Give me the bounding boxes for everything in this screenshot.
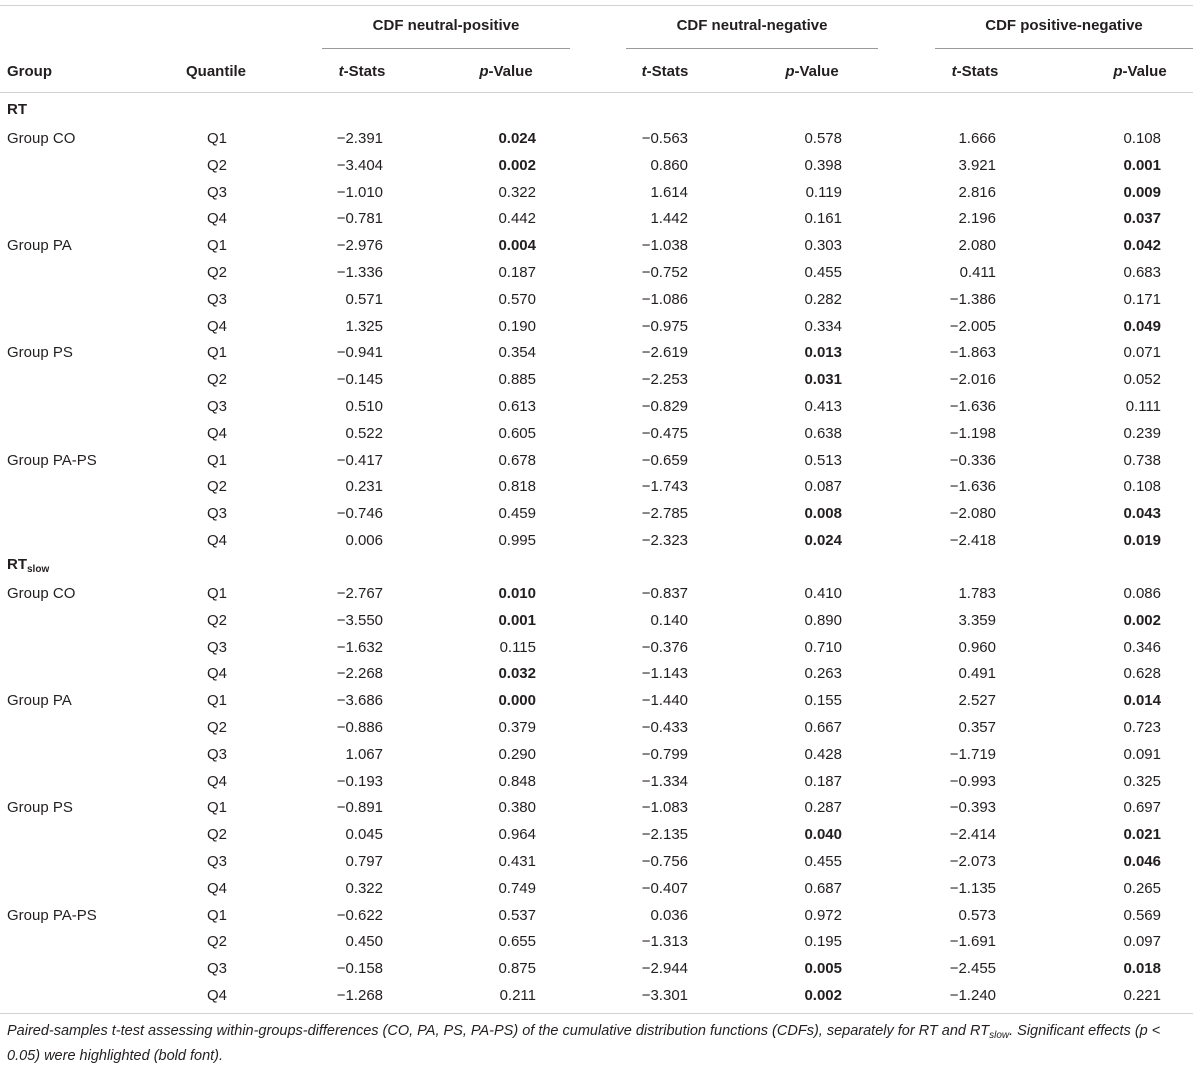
t-stat-cell: −0.752 [641,264,688,281]
t-stat-cell: −0.475 [641,424,688,442]
t-stat-cell: −2.455 [949,960,996,978]
group-name: Group PA-PS [7,451,97,469]
t-stat-cell: 2.196 [958,210,996,228]
p-value-cell: 0.605 [498,424,536,442]
t-stat-cell: −0.376 [641,638,688,656]
t-stat-cell: −2.619 [641,344,688,362]
p-value-cell: 0.413 [804,398,842,415]
comparison-underline-2 [626,48,878,49]
t-stat-cell: 0.522 [345,424,383,442]
p-value-cell: 0.004 [498,237,536,255]
quantile-cell: Q3 [207,505,228,523]
p-value-cell: 0.119 [805,183,842,201]
quantile-cell: Q3 [207,745,228,763]
t-stat-cell: −3.301 [641,987,688,1004]
p-value-cell: 0.613 [498,398,536,415]
p-value-cell: 0.885 [498,371,536,389]
t-stat-cell: −0.393 [949,799,996,817]
t-stat-cell: −0.563 [641,130,688,147]
quantile-cell: Q4 [207,772,228,790]
group-name: Group PS [7,799,73,817]
p-value-cell: 0.040 [804,826,842,844]
quantile-cell: Q4 [207,987,228,1004]
quantile-cell: Q4 [207,879,228,897]
group-name: Group CO [7,585,76,602]
group-name: Group PA-PS [7,906,97,924]
t-stat-cell: 1.666 [958,130,996,147]
quantile-cell: Q4 [207,424,228,442]
p-value-cell: 0.570 [498,290,536,308]
t-stat-cell: 2.527 [958,692,996,710]
t-stat-cell: −0.886 [336,719,383,736]
t-stat-cell: 0.357 [958,719,996,736]
t-stat-cell: −2.418 [949,532,996,549]
column-header-quantile: Quantile [186,63,247,80]
quantile-cell: Q3 [207,638,228,656]
p-value-cell: 0.032 [498,665,536,683]
quantile-cell: Q2 [207,264,228,281]
p-value-cell: 0.115 [499,638,536,656]
p-value-cell: 0.537 [498,906,536,924]
comparison-header-neutral-negative: CDF neutral-negative [676,17,828,34]
column-header-p-value: p-Value [785,63,839,80]
t-stat-cell: −1.440 [641,692,688,710]
p-value-cell: 0.187 [804,772,842,790]
quantile-cell: Q1 [207,237,228,255]
t-stat-cell: −1.636 [949,398,996,415]
p-value-cell: 0.161 [804,210,842,228]
p-value-cell: 0.000 [498,692,536,710]
t-stat-cell: −1.010 [336,183,383,201]
t-stat-cell: −2.414 [949,826,996,844]
quantile-cell: Q2 [207,611,228,629]
p-value-cell: 0.187 [498,264,536,281]
p-value-cell: 0.628 [1123,665,1161,683]
quantile-cell: Q1 [207,692,228,710]
p-value-cell: 0.111 [1125,398,1161,415]
p-value-cell: 0.683 [1123,264,1161,281]
p-value-cell: 0.303 [804,237,842,255]
t-stat-cell: −1.038 [641,237,688,255]
t-stat-cell: 1.325 [345,317,383,335]
t-stat-cell: −2.767 [336,585,383,602]
p-value-cell: 0.195 [804,933,842,951]
t-stat-cell: −0.756 [641,853,688,870]
t-stat-cell: −2.268 [336,665,383,683]
t-stat-cell: −1.083 [641,799,688,817]
p-value-cell: 0.021 [1123,826,1161,844]
t-stat-cell: −0.158 [336,960,383,978]
t-stat-cell: −0.336 [949,451,996,469]
p-value-cell: 0.354 [498,344,536,362]
p-value-cell: 0.638 [804,424,842,442]
t-stat-cell: 0.960 [958,638,996,656]
p-value-cell: 0.569 [1123,906,1161,924]
quantile-cell: Q3 [207,290,228,308]
t-stat-cell: −0.993 [949,772,996,790]
t-stat-cell: −2.005 [949,317,996,335]
quantile-cell: Q4 [207,210,228,228]
p-value-cell: 0.001 [498,611,536,629]
t-stat-cell: 2.816 [958,183,996,201]
p-value-cell: 0.024 [498,130,536,147]
p-value-cell: 0.995 [498,532,536,549]
t-stat-cell: 0.322 [345,879,383,897]
p-value-cell: 0.171 [1123,290,1161,308]
t-stat-cell: 0.231 [345,478,383,496]
p-value-cell: 0.042 [1123,237,1161,255]
p-value-cell: 0.818 [498,478,536,496]
t-stat-cell: 0.860 [650,156,688,174]
quantile-cell: Q2 [207,826,228,844]
t-stat-cell: −1.198 [949,424,996,442]
quantile-cell: Q4 [207,665,228,683]
p-value-cell: 0.710 [804,638,842,656]
comparison-underline-3 [935,48,1193,49]
t-stat-cell: −1.719 [949,745,996,763]
t-stat-cell: 0.006 [345,532,383,549]
p-value-cell: 0.875 [498,960,536,978]
quantile-cell: Q4 [207,317,228,335]
p-value-cell: 0.009 [1123,183,1161,201]
p-value-cell: 0.972 [804,906,842,924]
quantile-cell: Q2 [207,933,228,951]
p-value-cell: 0.043 [1123,505,1161,523]
t-stat-cell: 0.140 [650,611,688,629]
t-stat-cell: −0.941 [336,344,383,362]
t-stat-cell: −0.746 [336,505,383,523]
t-stat-cell: −2.785 [641,505,688,523]
t-stat-cell: −1.086 [641,290,688,308]
t-stat-cell: 0.036 [650,906,688,924]
t-stat-cell: −1.743 [641,478,688,496]
p-value-cell: 0.455 [804,853,842,870]
column-header-t-stats: t-Stats [641,63,689,80]
t-stat-cell: −0.659 [641,451,688,469]
p-value-cell: 0.578 [804,130,842,147]
p-value-cell: 0.097 [1123,933,1161,951]
column-header-group: Group [7,63,52,80]
t-stat-cell: −0.622 [336,906,383,924]
p-value-cell: 0.046 [1123,853,1161,870]
t-stat-cell: −1.336 [336,264,383,281]
quantile-cell: Q3 [207,183,228,201]
p-value-cell: 0.091 [1123,745,1161,763]
t-stat-cell: −1.240 [949,987,996,1004]
quantile-cell: Q1 [207,799,228,817]
group-name: Group PS [7,344,73,362]
t-stat-cell: −0.799 [641,745,688,763]
p-value-cell: 0.031 [804,371,842,389]
quantile-cell: Q1 [207,130,228,147]
p-value-cell: 0.379 [498,719,536,736]
t-stat-cell: −1.386 [949,290,996,308]
p-value-cell: 0.290 [498,745,536,763]
t-stat-cell: 0.571 [345,290,383,308]
quantile-cell: Q3 [207,853,228,870]
p-value-cell: 0.287 [804,799,842,817]
t-stat-cell: −0.193 [336,772,383,790]
p-value-cell: 0.013 [804,344,842,362]
t-stat-cell: 0.411 [959,264,996,281]
p-value-cell: 0.442 [498,210,536,228]
t-stat-cell: 2.080 [958,237,996,255]
t-stat-cell: 0.491 [958,665,996,683]
t-stat-cell: −0.417 [336,451,383,469]
table-caption: Paired-samples t-test assessing within-groups-differences (CO, PA, PS, PA-PS) of the cumulative distribution functions (CDFs), separately for RT and $RT_{slow}$. Significant effects (p < 0.05) were highlighted (bold font). [7,1023,1161,1064]
t-stat-cell: 3.921 [958,156,996,174]
p-value-cell: 0.052 [1123,371,1161,389]
t-stat-cell: −3.550 [336,611,383,629]
p-value-cell: 0.346 [1123,638,1161,656]
t-stat-cell: 1.614 [650,183,688,201]
t-stat-cell: −1.268 [336,987,383,1004]
t-stat-cell: −1.334 [641,772,688,790]
quantile-cell: Q3 [207,398,228,415]
quantile-cell: Q4 [207,532,228,549]
quantile-cell: Q2 [207,371,228,389]
p-value-cell: 0.723 [1123,719,1161,736]
p-value-cell: 0.655 [498,933,536,951]
quantile-cell: Q1 [207,344,228,362]
t-stat-cell: −2.323 [641,532,688,549]
p-value-cell: 0.964 [498,826,536,844]
p-value-cell: 0.014 [1123,692,1161,710]
quantile-cell: Q2 [207,719,228,736]
t-stat-cell: 0.573 [958,906,996,924]
p-value-cell: 0.263 [804,665,842,683]
p-value-cell: 0.005 [804,960,842,978]
table-bottom-rule [0,1013,1193,1014]
column-header-p-value: p-Value [1113,63,1167,80]
p-value-cell: 0.455 [804,264,842,281]
t-stat-cell: −1.691 [949,933,996,951]
t-stat-cell: −2.080 [949,505,996,523]
p-value-cell: 0.037 [1123,210,1161,228]
t-stat-cell: −0.891 [336,799,383,817]
t-stat-cell: −1.143 [641,665,688,683]
p-value-cell: 0.024 [804,532,842,549]
t-stat-cell: 1.783 [958,585,996,602]
p-value-cell: 0.211 [499,987,536,1004]
p-value-cell: 0.108 [1123,130,1161,147]
p-value-cell: 0.738 [1123,451,1161,469]
t-stat-cell: −3.686 [336,692,383,710]
t-stat-cell: 0.450 [345,933,383,951]
p-value-cell: 0.749 [498,879,536,897]
section-label: $RT_{slow}$ [7,556,50,575]
t-stat-cell: −3.404 [336,156,383,174]
quantile-cell: Q2 [207,478,228,496]
t-stat-cell: 1.067 [345,745,383,763]
p-value-cell: 0.282 [804,290,842,308]
p-value-cell: 0.155 [804,692,842,710]
t-stat-cell: 3.359 [958,611,996,629]
t-stat-cell: −2.135 [641,826,688,844]
t-stat-cell: −2.253 [641,371,688,389]
p-value-cell: 0.265 [1123,879,1161,897]
t-stat-cell: 0.797 [345,853,383,870]
p-value-cell: 0.239 [1123,424,1161,442]
t-stat-cell: −0.433 [641,719,688,736]
p-value-cell: 0.190 [498,317,536,335]
t-stat-cell: −2.391 [336,130,383,147]
quantile-cell: Q1 [207,906,228,924]
p-value-cell: 0.334 [804,317,842,335]
p-value-cell: 0.108 [1123,478,1161,496]
group-name: Group PA [7,237,72,255]
p-value-cell: 0.431 [498,853,536,870]
p-value-cell: 0.697 [1123,799,1161,817]
p-value-cell: 0.019 [1123,532,1161,549]
t-stat-cell: −2.073 [949,853,996,870]
t-stat-cell: −1.313 [641,933,688,951]
p-value-cell: 0.398 [804,156,842,174]
t-stat-cell: −0.145 [336,371,383,389]
p-value-cell: 0.325 [1123,772,1161,790]
t-stat-cell: −1.863 [949,344,996,362]
p-value-cell: 0.667 [804,719,842,736]
p-value-cell: 0.410 [804,585,842,602]
quantile-cell: Q1 [207,451,228,469]
column-header-t-stats: t-Stats [338,63,386,80]
t-stat-cell: −0.781 [336,210,383,228]
p-value-cell: 0.002 [498,156,536,174]
quantile-cell: Q3 [207,960,228,978]
t-stat-cell: −2.976 [336,237,383,255]
comparison-header-neutral-positive: CDF neutral-positive [372,17,520,34]
p-value-cell: 0.002 [804,987,842,1004]
p-value-cell: 0.002 [1123,611,1161,629]
p-value-cell: 0.380 [498,799,536,817]
quantile-cell: Q1 [207,585,228,602]
t-stat-cell: 1.442 [650,210,688,228]
t-stat-cell: −1.636 [949,478,996,496]
t-stat-cell: −2.016 [949,371,996,389]
group-name: Group CO [7,130,76,147]
p-value-cell: 0.428 [804,745,842,763]
p-value-cell: 0.687 [804,879,842,897]
table-top-rule [0,5,1193,6]
column-header-t-stats: t-Stats [951,63,999,80]
p-value-cell: 0.221 [1123,987,1161,1004]
p-value-cell: 0.018 [1123,960,1161,978]
p-value-cell: 0.513 [804,451,842,469]
p-value-cell: 0.459 [498,505,536,523]
t-stat-cell: 0.510 [345,398,383,415]
p-value-cell: 0.049 [1123,317,1161,335]
p-value-cell: 0.008 [804,505,842,523]
t-stat-cell: 0.045 [345,826,383,844]
p-value-cell: 0.848 [498,772,536,790]
p-value-cell: 0.678 [498,451,536,469]
t-stat-cell: −1.135 [949,879,996,897]
comparison-header-positive-negative: CDF positive-negative [985,17,1143,34]
p-value-cell: 0.322 [498,183,536,201]
t-stat-cell: −0.829 [641,398,688,415]
p-value-cell: 0.086 [1123,585,1161,602]
p-value-cell: 0.010 [498,585,536,602]
p-value-cell: 0.087 [804,478,842,496]
p-value-cell: 0.001 [1123,156,1161,174]
column-header-p-value: p-Value [479,63,533,80]
t-stat-cell: −0.407 [641,879,688,897]
t-stat-cell: −0.837 [641,585,688,602]
group-name: Group PA [7,692,72,710]
table-header-rule [0,92,1193,93]
p-value-cell: 0.071 [1123,344,1161,362]
p-value-cell: 0.890 [804,611,842,629]
section-label: RT [7,101,27,118]
t-stat-cell: −1.632 [336,638,383,656]
quantile-cell: Q2 [207,156,228,174]
comparison-underline-1 [322,48,570,49]
t-stat-cell: −0.975 [641,317,688,335]
t-stat-cell: −2.944 [641,960,688,978]
